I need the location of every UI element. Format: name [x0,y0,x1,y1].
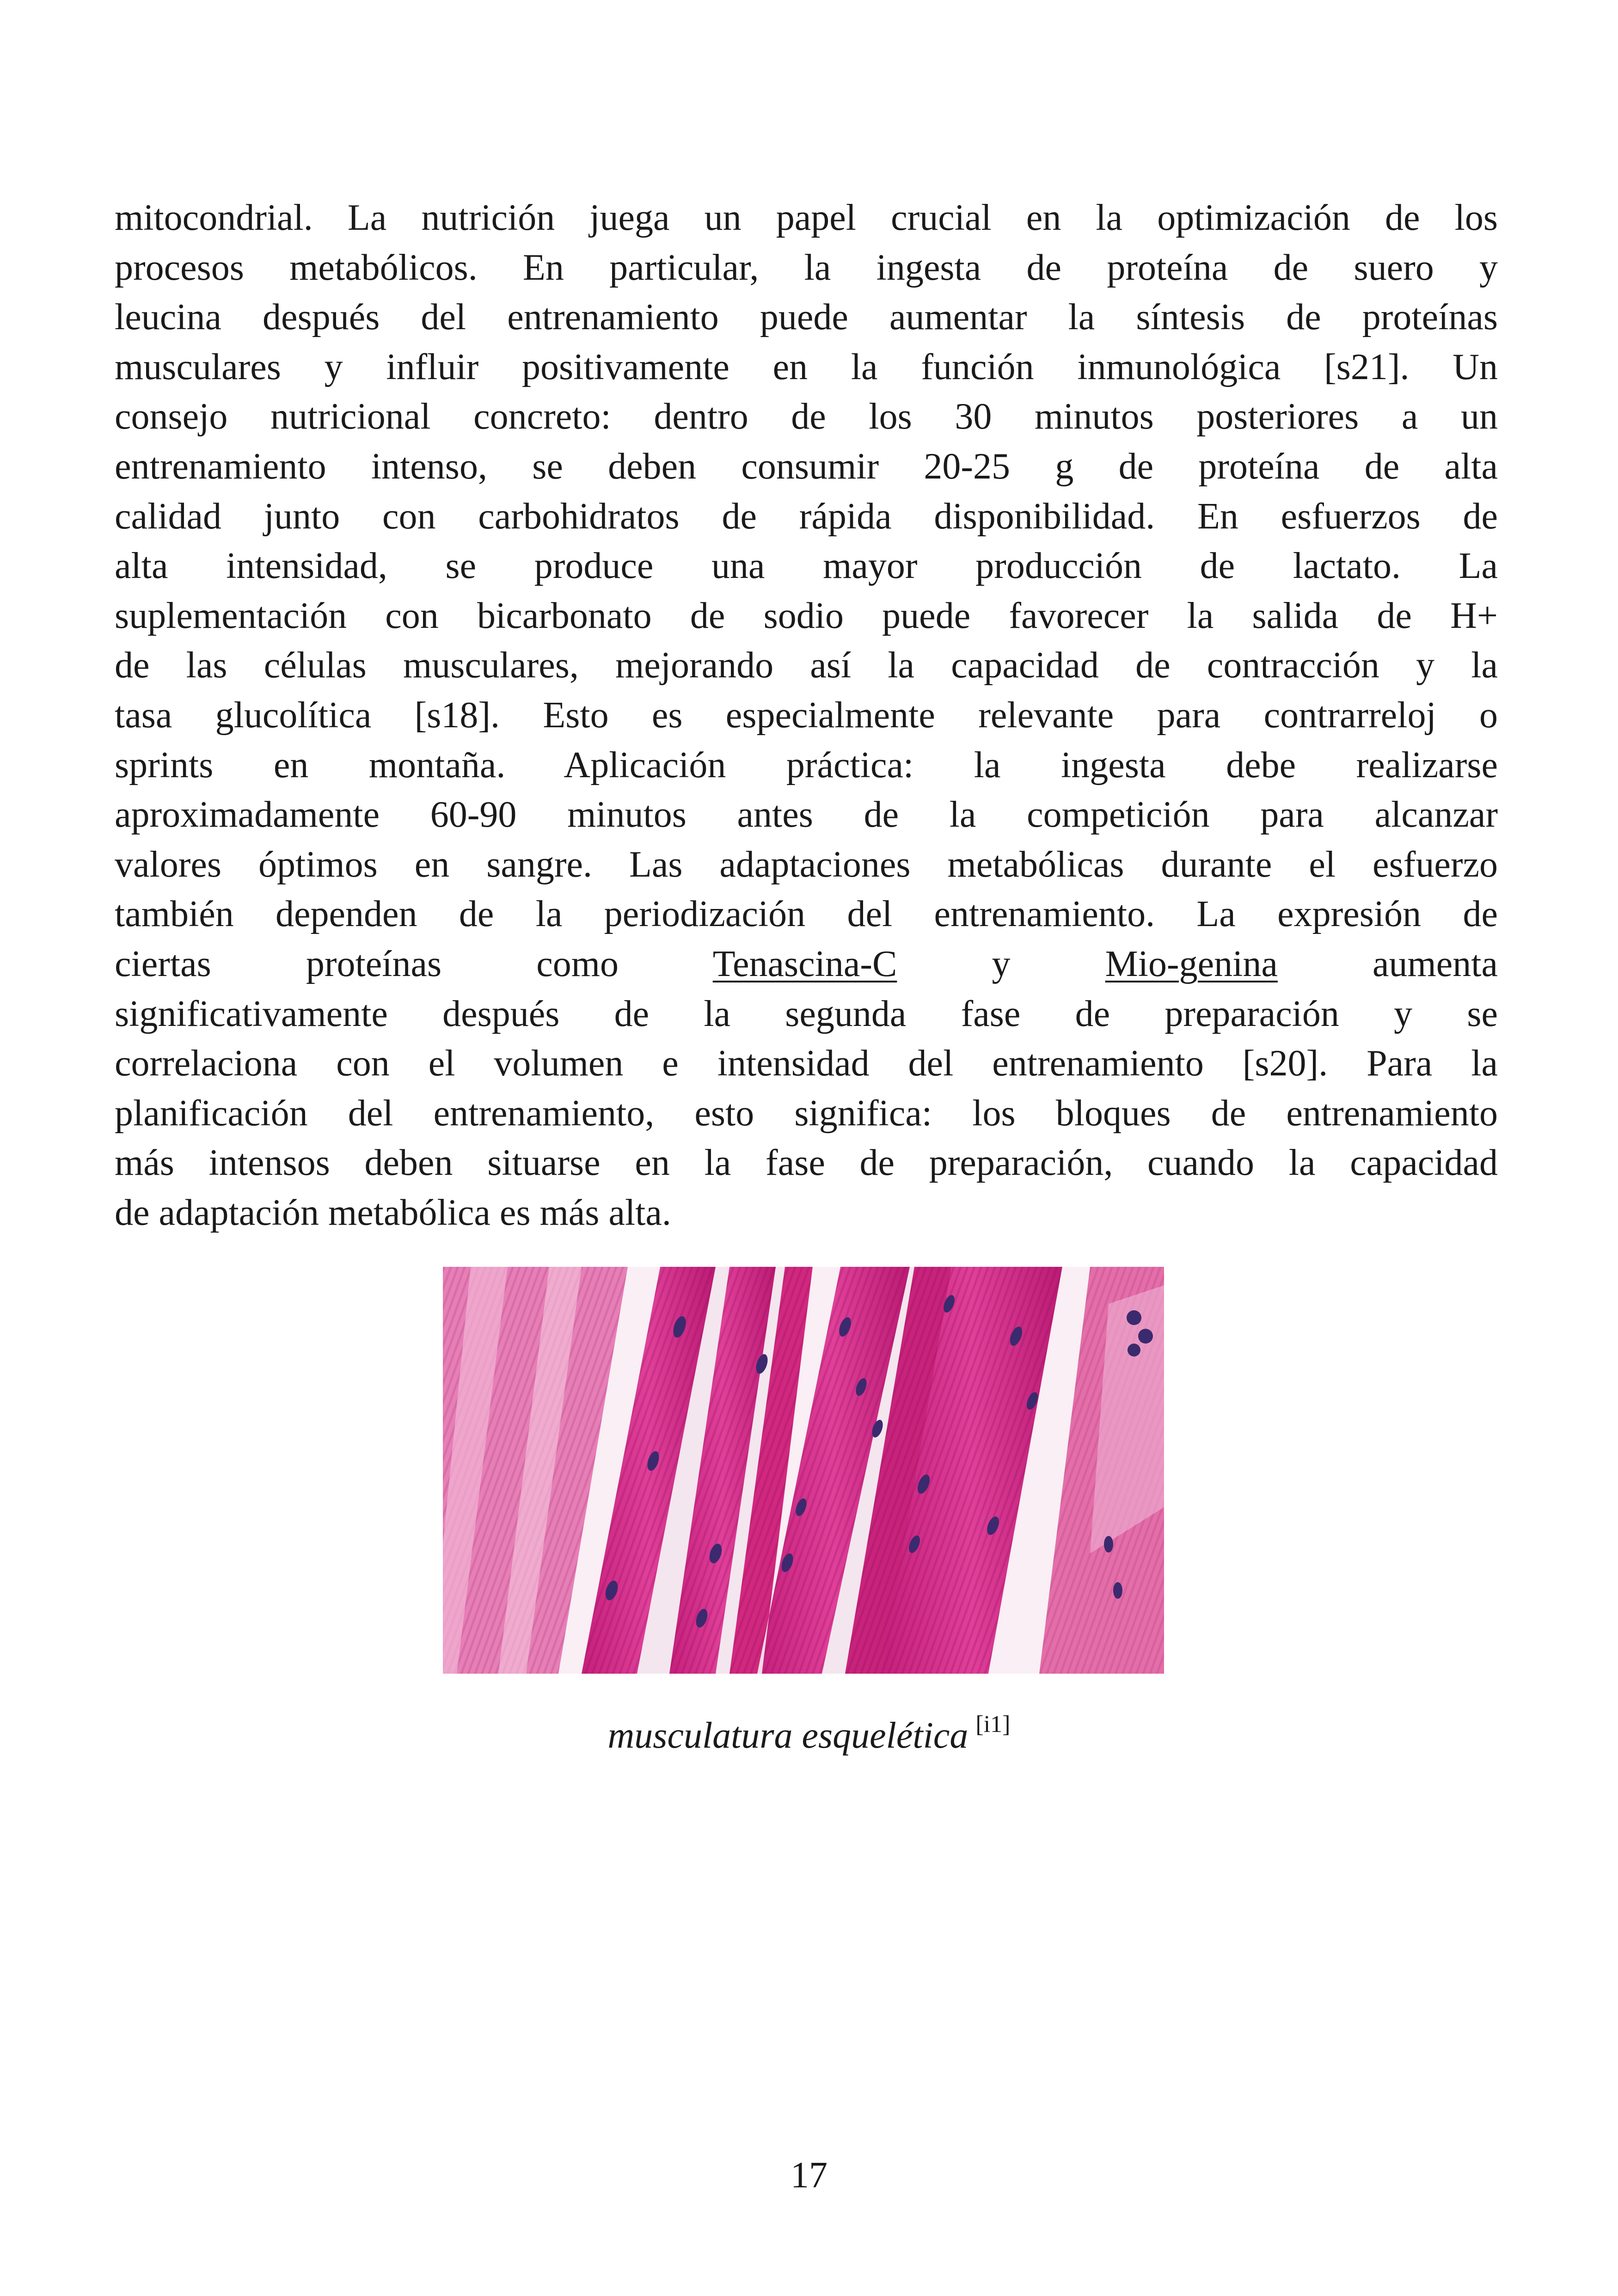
caption-text: musculatura esquelética [607,1715,968,1756]
page-number: 17 [791,2155,827,2196]
body-text [115,193,1498,1238]
text-line-with-links [115,939,1498,989]
text-line: mitocondrial. La nutrición juega un papel crucial en la optimización de los [115,197,1498,238]
muscle-tissue-micrograph-icon [443,1267,1164,1674]
muscle-micrograph-image [443,1267,1164,1674]
word: aumenta [1373,943,1498,984]
word: como [536,943,619,984]
text-line: suplementación con bicarbonato de sodio puede favorecer la salida de H+ [115,595,1498,636]
text-line: entrenamiento intenso, se deben consumir 20-25 g de proteína de alta [115,446,1498,487]
word: proteínas [306,943,442,984]
tenascina-c-link[interactable]: Tenascina-C [712,943,897,984]
word: y [992,943,1011,984]
text-line: de las células musculares, mejorando así la capacidad de contracción y la [115,645,1498,686]
figure-caption [0,1711,1618,1757]
text-line: más intensos deben situarse en la fase de preparación, cuando la capacidad [115,1142,1498,1184]
text-line: consejo nutricional concreto: dentro de los 30 minutos posteriores a un [115,396,1498,437]
word: ciertas [115,943,211,984]
text-line: valores óptimos en sangre. Las adaptaciones metabólicas durante el esfuerzo [115,844,1498,885]
text-line: de adaptación metabólica es más alta. [115,1192,671,1233]
text-line: aproximadamente 60-90 minutos antes de la competición para alcanzar [115,794,1498,835]
text-line: también dependen de la periodización del entrenamiento. La expresión de [115,894,1498,935]
text-line: procesos metabólicos. En particular, la ingesta de proteína de suero y [115,247,1498,288]
caption-reference[interactable]: [i1] [975,1711,1011,1737]
text-line: significativamente después de la segunda fase de preparación y se [115,993,1498,1034]
text-line: calidad junto con carbohidratos de rápida disponibilidad. En esfuerzos de [115,496,1498,537]
text-line: correlaciona con el volumen e intensidad del entrenamiento [s20]. Para la [115,1043,1498,1084]
text-line: leucina después del entrenamiento puede aumentar la síntesis de proteínas [115,297,1498,338]
text-line: tasa glucolítica [s18]. Esto es especialmente relevante para contrarreloj o [115,694,1498,736]
text-line: sprints en montaña. Aplicación práctica: la ingesta debe realizarse [115,744,1498,786]
text-line: musculares y influir positivamente en la función inmunológica [s21]. Un [115,346,1498,387]
mio-genina-link[interactable]: Mio-genina [1105,943,1278,984]
text-line: alta intensidad, se produce una mayor producción de lactato. La [115,546,1498,587]
text-line: planificación del entrenamiento, esto significa: los bloques de entrenamiento [115,1093,1498,1134]
